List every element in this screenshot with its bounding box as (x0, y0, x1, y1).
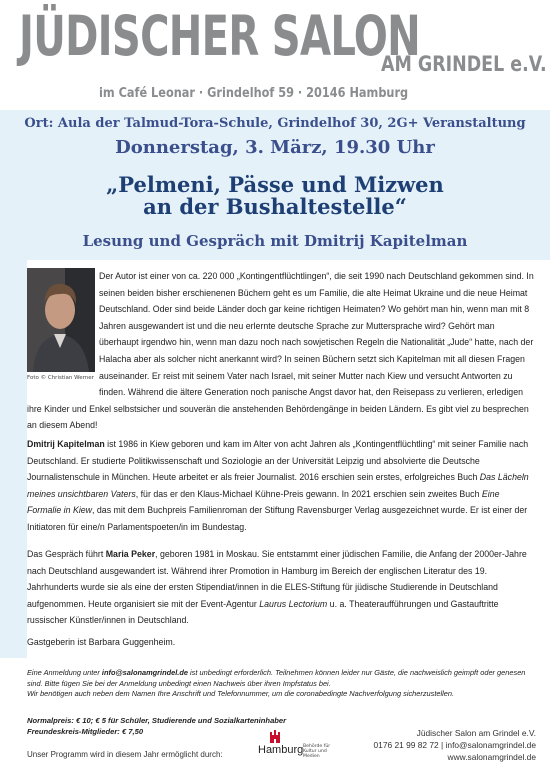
author-paragraph: Dmitrij Kapitelman ist 1986 in Kiew geboren und kam im Alter von acht Jahren als „Kontingentflüchtling“ mit seiner Familie nach Deutschland. Er studierte Politikwissenschaft und Soziologie an der Universität Leipzig und absolvierte die Deutsche Journalistenschule in München. Heute arbeitet er als freier Journalist. 2016 erschien sein erstes, erfolgreiches Buch Das Lächeln meines unsichtbaren Vaters, für das er den Klaus-Michael Kühne-Preis gewann. In 2021 erschien sein zweites Buch Eine Formalie in Kiew, das mit dem Buchpreis Familienroman der Stiftung Ravensburger Verlag ausgezeichnet wurde. Er ist einer der Initiatoren für eine/n Parlamentspoeten/in im Bundestag. (27, 439, 529, 532)
salon-address: im Café Leonar · Grindelhof 59 · 20146 Hamburg (99, 86, 409, 101)
website-link[interactable]: www.salonamgrindel.de (447, 752, 536, 762)
header (0, 0, 550, 110)
salon-title: JÜDISCHER SALON (19, 4, 421, 68)
sponsor-name: Hamburg (258, 744, 304, 756)
support-line: Unser Programm wird in diesem Jahr ermöglicht durch: (27, 750, 223, 759)
price-friends: Freundeskreis-Mitglieder: € 7,50 (27, 727, 144, 736)
moderator-paragraph: Das Gespräch führt Maria Peker, geboren 1981 in Moskau. Sie entstammt einer jüdischen Familie, die Anfang der 2000er-Jahre nach Deutschland ausgewandert ist. Während ihrer Promotion in Hamburg im Bereich der englischen Literatur des 19. Jahrhunderts wurde sie als eine der ersten Stipendiat/innen in die ELES-Stiftung für jüdische Studierende in Deutschland aufgenommen. Heute organisiert sie mit der Event-Agentur Laurus Lectorium u. a. Theateraufführungen und Gastauftritte russischer Künstler/innen in Deutschland. (27, 549, 527, 626)
author-name: Dmitrij Kapitelman (27, 439, 105, 449)
org-name: Jüdischer Salon am Grindel e.V. (416, 728, 536, 738)
event-venue: Ort: Aula der Talmud-Tora-Schule, Grindelhof 30, 2G+ Veranstaltung (24, 116, 526, 131)
contact-phone-mail[interactable]: 0176 21 99 82 72 | info@salonamgrindel.de (373, 740, 536, 750)
book-title-1: Das Lächeln meines unsichtbaren Vaters (27, 472, 529, 499)
registration-notice: Eine Anmeldung unter info@salonamgrindel.de ist unbedingt erforderlich. Teilnehmen können leider nur Gäste, die nachweislich geimpft oder genesen sind. Bitte fügen Sie bei der Anmeldung unbedingt einen Nachweis über ihren Impfstatus bei. Wir benötigen auch neben dem Namen Ihre Anschrift und Telefonnummer, um die coronabedingte Nachverfolgung sicherzustellen. (27, 668, 526, 698)
hamburg-sponsor-logo (258, 730, 330, 766)
intro-paragraph (27, 268, 536, 434)
moderator-name: Maria Peker (105, 549, 156, 559)
event-title-line1: „Pelmeni, Pässe und Mizwen (106, 172, 444, 197)
price-normal: Normalpreis: € 10; € 5 für Schüler, Studierende und Sozialkarteninhaber (27, 716, 287, 725)
host-line: Gastgeberin ist Barbara Guggenheim. (27, 637, 176, 647)
event-title-line2: an der Bushaltestelle“ (143, 194, 407, 219)
portrait-image (27, 268, 95, 372)
book-title-2: Eine Formalie in Kiew (27, 488, 500, 516)
event-subtitle: Lesung und Gespräch mit Dmitrij Kapitelman (82, 232, 468, 250)
photo-caption: Foto © Christian Werner (27, 375, 94, 381)
author-photo (27, 268, 95, 372)
event-title (0, 174, 550, 218)
salon-title-suffix: AM GRINDEL e.V. (381, 52, 547, 76)
event-date: Donnerstag, 3. März, 19.30 Uhr (115, 137, 435, 158)
registration-email[interactable]: info@salonamgrindel.de (101, 668, 188, 677)
agency-name: Laurus Lectorium (259, 598, 328, 609)
sponsor-department: Behörde für Kultur und Medien (303, 744, 331, 760)
prices (27, 715, 286, 737)
castle-icon (270, 730, 280, 743)
contact-block (374, 727, 536, 763)
intro-text: Der Autor ist einer von ca. 220 000 „Kontingentflüchtlingen“, die seit 1990 nach Deutschland gekommen sind. In seinen beiden bisher erschienenen Büchern geht es um Familie, die alte Heimat Ukraine und die neue Heimat Deutschland. Oder sind beide Länder doch gar keine richtigen Heimaten? Wo gehört man hin, wenn man mit 8 Jahren ausgewandert ist und die neu erlernte deutsche Sprache zur Muttersprache wird? Gehört man überhaupt irgendwo hin, wenn man dazu noch nach sowjetischen Regeln die Nationalität „Jude“ hatte, nach der Halacha aber als solcher nicht anerkannt wird? In seinen Büchern setzt sich Kapitelman mit all diesen Fragen auseinander. Er reist mit seinem Vater nach Israel, mit seiner Mutter nach Kiew und versucht Antworten zu finden. Während die ältere Generation noch panische Angst davor hat, den Reisepass zu verlieren, erledigen ihre Kinder und Enkel selbstsicher und souverän die anstehenden Behördengänge in beiden Ländern. Es gibt viel zu besprechen an diesem Abend! (27, 271, 534, 431)
